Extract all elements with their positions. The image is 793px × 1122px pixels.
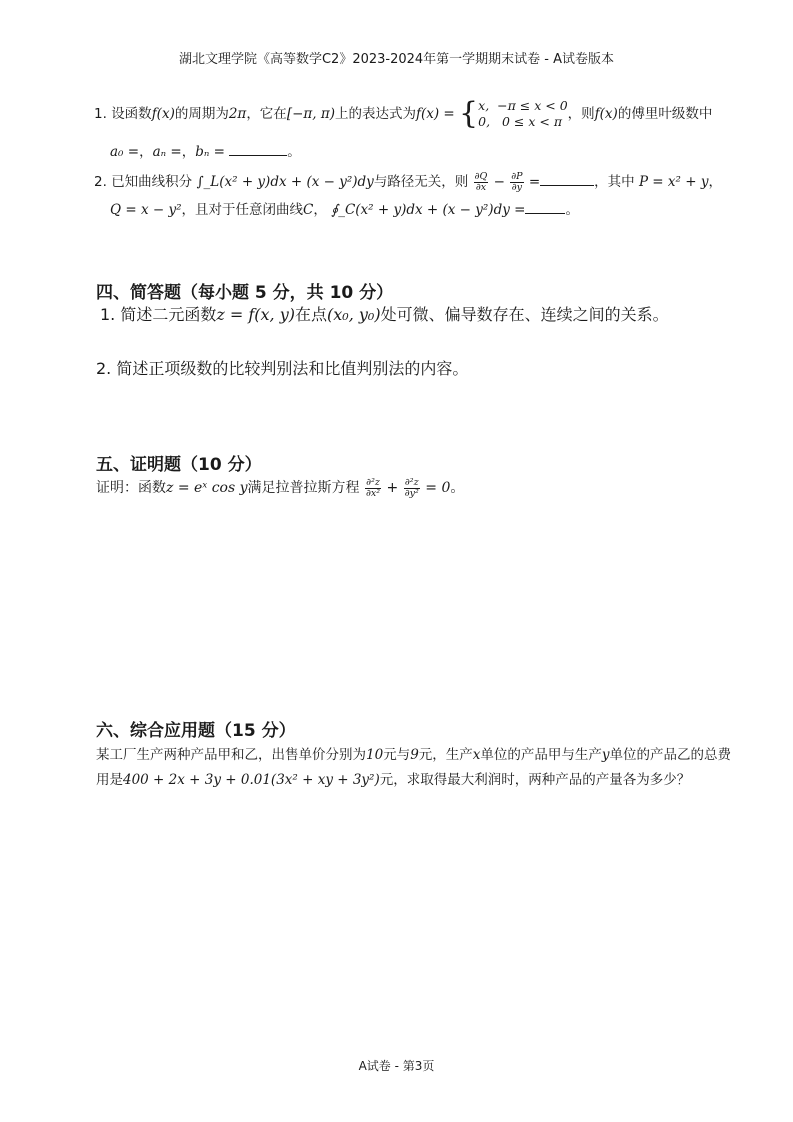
math-a0: a₀ =: [110, 144, 140, 160]
numerator: ∂²z: [404, 476, 419, 488]
answer-blank: [540, 173, 594, 186]
answer-blank: [229, 143, 287, 156]
var-y: y: [601, 747, 610, 763]
section4-question-2: 2. 简述正项级数的比较判别法和比值判别法的内容。: [96, 359, 469, 378]
section5-title: 五、证明题（10 分）: [96, 455, 262, 475]
fill-in-question-2: [94, 170, 722, 193]
question-text: 元与: [383, 747, 411, 763]
math-fx: f(x): [151, 106, 175, 122]
separator: ，: [708, 174, 722, 190]
fraction-d2z-dy2: [404, 478, 420, 499]
brace-icon: {: [459, 96, 479, 131]
question-text: 满足拉普拉斯方程: [247, 480, 360, 496]
section6-line-1: [96, 743, 731, 763]
denominator: ∂x: [475, 181, 487, 193]
section6-title: 六、综合应用题（15 分）: [96, 721, 296, 741]
math-an: aₙ =: [152, 144, 182, 160]
numerator: ∂Q: [474, 170, 488, 182]
question-text: 设函数: [111, 106, 152, 122]
math-q-def: Q = x − y²: [110, 202, 182, 218]
separator: ，: [139, 144, 153, 160]
minus-sign: −: [493, 174, 505, 190]
math-cost-function: 400 + 2x + 3y + 0.01(3x² + xy + 3y²): [123, 772, 380, 788]
question-text: 已知曲线积分: [111, 174, 193, 190]
case2-condition: 0 ≤ x < π: [502, 114, 563, 129]
question-text: ，它在: [246, 106, 287, 122]
math-fx: f(x): [594, 106, 618, 122]
var-x: x: [472, 747, 481, 763]
question-text: ，其中: [594, 174, 635, 190]
math-rhs: = 0: [425, 480, 451, 496]
end-mark: 。: [565, 202, 579, 218]
price-2: 9: [410, 747, 419, 763]
section5-statement: [96, 477, 464, 499]
math-point: (x₀, y₀): [327, 305, 381, 324]
separator: ，: [313, 202, 327, 218]
page-header: 湖北文理学院《高等数学C2》2023-2024年第一学期期末试卷 - A试卷版本: [178, 52, 615, 67]
question-text: 某工厂生产两种产品甲和乙，出售单价分别为: [96, 747, 366, 763]
question-text: 的周期为: [174, 106, 229, 122]
math-closed-integral: ∮_C(x² + y)dx + (x − y²)dy =: [331, 202, 526, 218]
question-text: 证明：函数: [96, 480, 166, 496]
denominator: ∂y²: [404, 487, 419, 499]
fill-in-question-2-line2: [110, 198, 579, 218]
question-text: 单位的产品甲与生产: [480, 747, 602, 763]
question-text: 处可微、偏导数存在、连续之间的关系。: [380, 305, 669, 324]
case2-value: 0,: [478, 114, 491, 129]
denominator: ∂x²: [365, 487, 381, 499]
math-fx-eq: f(x) =: [416, 106, 455, 122]
numerator: ∂P: [511, 170, 523, 182]
answer-blank: [525, 201, 565, 214]
math-z-fxy: z = f(x, y): [216, 305, 296, 324]
question-text: 元，生产: [418, 747, 473, 763]
math-period: 2π: [228, 106, 247, 122]
math-bn: bₙ =: [195, 144, 225, 160]
piecewise-cases: [478, 98, 568, 130]
question-text: ，则: [567, 106, 595, 122]
question-text: ，且对于任意闭曲线: [181, 202, 304, 218]
question-number: 1.: [94, 106, 107, 122]
question-text: 1. 简述二元函数: [100, 305, 217, 324]
question-text: 在点: [295, 305, 328, 324]
question-text: 单位的产品乙的总费: [609, 747, 732, 763]
numerator: ∂²z: [366, 476, 380, 488]
separator: ，: [181, 144, 196, 160]
question-number: 2.: [94, 174, 107, 190]
case1-condition: −π ≤ x < 0: [497, 98, 568, 113]
fill-in-question-1-line2: [110, 140, 301, 160]
fill-in-question-1: [94, 98, 712, 130]
plus-sign: +: [386, 480, 399, 496]
case1-value: x,: [478, 98, 490, 113]
question-text: 上的表达式为: [335, 106, 416, 122]
section6-line-2: [96, 768, 690, 788]
page-footer: A试卷 - 第3页: [358, 1059, 435, 1073]
math-function: z = eˣ cos y: [166, 480, 248, 496]
denominator: ∂y: [511, 181, 523, 193]
math-line-integral: ∫_L(x² + y)dx + (x − y²)dy: [196, 174, 374, 190]
end-mark: 。: [287, 144, 301, 160]
question-text: 用是: [96, 772, 123, 788]
math-p-def: P = x² + y: [638, 174, 709, 190]
math-curve: C: [303, 202, 314, 218]
fraction-dQ-dx: [474, 172, 489, 193]
section4-question-1: [100, 302, 669, 325]
question-text: 的傅里叶级数中: [617, 106, 713, 122]
math-interval: [−π, π): [286, 106, 335, 122]
fraction-d2z-dx2: [365, 478, 381, 499]
section4-title: 四、简答题（每小题 5 分，共 10 分）: [96, 283, 394, 303]
fraction-dP-dy: [510, 172, 523, 193]
price-1: 10: [366, 747, 384, 763]
end-mark: 。: [450, 480, 465, 496]
equals-sign: =: [528, 174, 541, 190]
question-text: 元，求取得最大利润时，两种产品的产量各为多少？: [379, 772, 691, 788]
question-text: 与路径无关，则: [373, 174, 469, 190]
